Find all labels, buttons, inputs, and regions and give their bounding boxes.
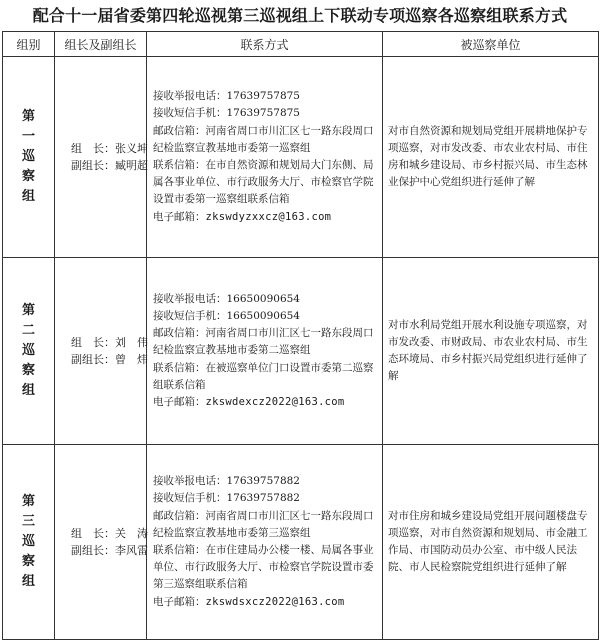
email-line: [153, 594, 377, 611]
group-name-char: 巡: [21, 343, 35, 358]
email-label: 电子邮箱：: [153, 210, 206, 223]
group-name-char: 第: [21, 494, 35, 509]
header-contact: 联系方式: [147, 32, 383, 57]
group-name-char: 巡: [21, 534, 35, 549]
group-name-char: 第: [21, 109, 35, 124]
group-name-cell: [3, 57, 55, 258]
email-line: [153, 209, 377, 226]
email-address[interactable]: zkswdsxcz2022@163.com: [205, 595, 345, 608]
email-label: 电子邮箱：: [153, 396, 206, 408]
inspected-units-text: 对市住房和城乡建设局党组开展问题楼盘专项巡察，对市自然资源和规划局、市金融工作局、市国防动员办公室、市中级人民法院、市人民检察院党组织进行延伸了解: [388, 509, 588, 574]
group-deputy: 副组长：曾 炜: [71, 353, 148, 366]
leaders-cell: [55, 258, 147, 445]
email-address[interactable]: zkswdexcz2022@163.com: [205, 396, 345, 408]
group-deputy: 副组长：臧明超: [71, 159, 148, 172]
group-name-char: 组: [21, 189, 35, 204]
table-row-group-1: [3, 57, 599, 258]
group-name-char: 巡: [21, 149, 35, 164]
group-deputy: 副组长：李风雷: [71, 544, 148, 557]
group-name-char: 察: [21, 363, 35, 378]
group-name-cell: [3, 258, 55, 445]
group-name-char: 二: [21, 323, 35, 338]
report-phone: 接收举报电话：17639757875: [153, 90, 300, 103]
contact-cell: [147, 57, 383, 258]
header-leaders: 组长及副组长: [55, 32, 147, 57]
inspected-units-text: 对市自然资源和规划局党组开展耕地保护专项巡察，对市发改委、市农业农村局、市住房和城乡建设局、市乡村振兴局、市生态林业保护中心党组织进行延伸了解: [388, 124, 588, 189]
group-name-char: 三: [21, 514, 35, 529]
sms-phone: 接收短信手机：17639757875: [153, 107, 300, 120]
report-phone: 接收举报电话：17639757882: [153, 475, 300, 488]
leaders-cell: [55, 57, 147, 258]
inspected-units-text: 对市水利局党组开展水利设施专项巡察，对市发改委、市财政局、市农业农村局、市生态环境局、市乡村振兴局党组织进行延伸了解: [388, 318, 588, 383]
email-line: [153, 394, 377, 411]
report-phone: 接收举报电话：16650090654: [153, 292, 300, 305]
table-header-row: [3, 32, 599, 57]
header-group: 组别: [3, 32, 55, 57]
table-row-group-2: [3, 258, 599, 445]
contact-cell: [147, 258, 383, 445]
inspected-units-cell: [383, 258, 599, 445]
contact-table: [2, 31, 599, 640]
inspected-units-cell: [383, 57, 599, 258]
page-title: 配合十一届省委第四轮巡视第三巡视组上下联动专项巡察各巡察组联系方式: [32, 6, 568, 25]
email-address[interactable]: zkswdyzxxcz@163.com: [205, 210, 332, 223]
group-name-char: 组: [21, 574, 35, 589]
sms-phone: 接收短信手机：16650090654: [153, 309, 300, 322]
group-leader: 组 长：张义坤: [71, 142, 148, 155]
group-name-char: 一: [21, 129, 35, 144]
group-name-char: 察: [21, 169, 35, 184]
postal-box: 邮政信箱：河南省周口市川汇区七一路东段周口纪检监察宣教基地市委第三巡察组: [153, 509, 374, 539]
postal-box: 邮政信箱：河南省周口市川汇区七一路东段周口纪检监察宣教基地市委第二巡察组: [153, 327, 374, 357]
contact-box: 联系信箱：在市住建局办公楼一楼、局属各事业单位、市行政服务大厅、市检察官学院设置市委第三巡察组联系信箱: [153, 544, 374, 591]
table-row-group-3: [3, 445, 599, 640]
group-name-char: 察: [21, 554, 35, 569]
leaders-cell: [55, 445, 147, 640]
contact-box: 联系信箱：在市自然资源和规划局大门东侧、局属各事业单位、市行政服务大厅、市检察官学院设置市委第一巡察组联系信箱: [153, 159, 374, 206]
contact-cell: [147, 445, 383, 640]
group-leader: 组 长：关 涛: [71, 527, 148, 540]
header-units: 被巡察单位: [383, 32, 599, 57]
postal-box: 邮政信箱：河南省周口市川汇区七一路东段周口纪检监察宣教基地市委第一巡察组: [153, 124, 374, 154]
sms-phone: 接收短信手机：17639757882: [153, 492, 300, 505]
contact-box: 联系信箱：在被巡察单位门口设置市委第二巡察组联系信箱: [153, 361, 374, 391]
group-name-char: 组: [21, 383, 35, 398]
group-name-cell: [3, 445, 55, 640]
group-leader: 组 长：刘 伟: [71, 336, 148, 349]
email-label: 电子邮箱：: [153, 595, 206, 608]
inspected-units-cell: [383, 445, 599, 640]
group-name-char: 第: [21, 303, 35, 318]
